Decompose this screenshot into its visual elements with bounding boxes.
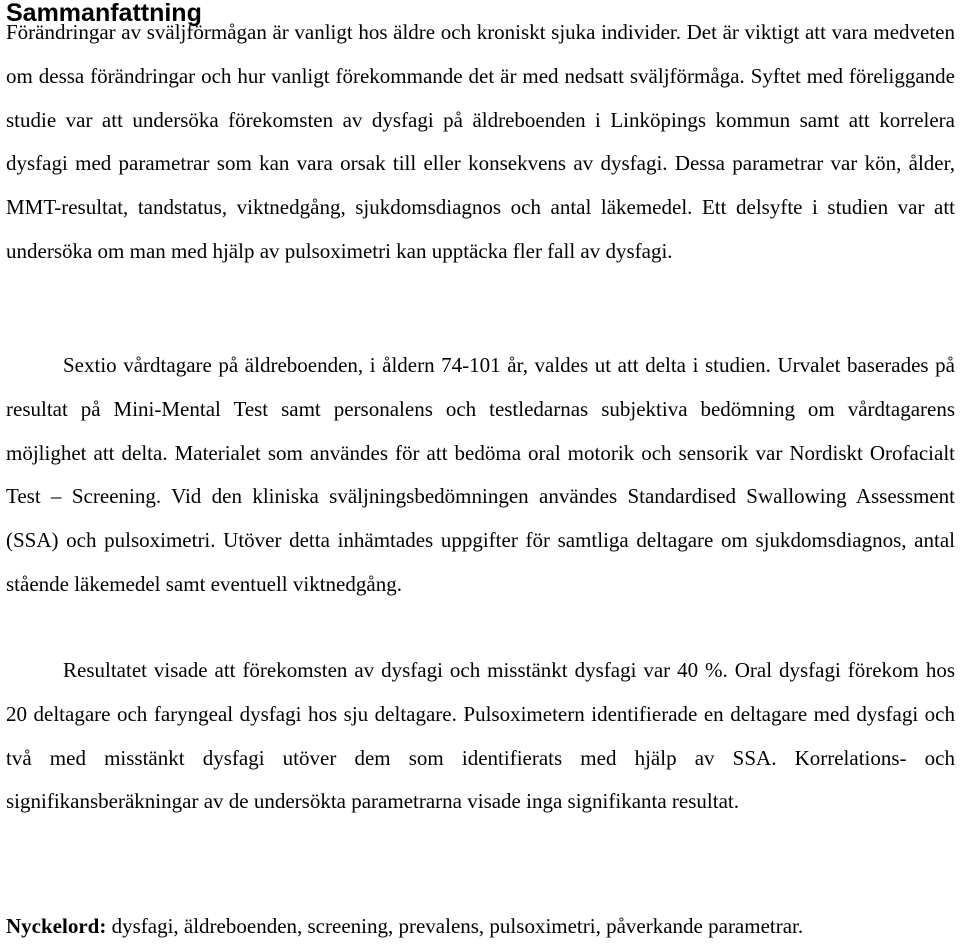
keywords-text: dysfagi, äldreboenden, screening, prevalens, pulsoximetri, påverkande parametrar. — [106, 914, 804, 938]
keywords-line — [6, 905, 803, 949]
section-heading: Sammanfattning — [6, 0, 202, 27]
keywords-label: Nyckelord: — [6, 914, 107, 938]
paragraph-aim: Förändringar av sväljförmågan är vanligt hos äldre och kroniskt sjuka individer. Det är viktigt att vara medveten om dessa förändringar och hur vanligt förekommande det är med nedsatt sväljförmåga. Syftet med föreliggande studie var att undersöka förekomsten av dysfagi på äldreboenden i Linköpings kommun samt att korrelera dysfagi med parametrar som kan vara orsak till eller konsekvens av dysfagi. Dessa parametrar var kön, ålder, MMT-resultat, tandstatus, viktnedgång, sjukdomsdiagnos och antal läkemedel. Ett delsyfte i studien var att undersöka om man med hjälp av pulsoximetri kan upptäcka fler fall av dysfagi. — [6, 20, 955, 263]
paragraph-results: Resultatet visade att förekomsten av dysfagi och misstänkt dysfagi var 40 %. Oral dysfagi förekom hos 20 deltagare och faryngeal dysfagi hos sju deltagare. Pulsoximetern identifierade en deltagare med dysfagi och två med misstänkt dysfagi utöver dem som identifierats med hjälp av SSA. Korrelations- och signifikansberäkningar av de undersökta parametrarna visade inga signifikanta resultat. — [6, 658, 955, 814]
paragraph-method: Sextio vårdtagare på äldreboenden, i åldern 74-101 år, valdes ut att delta i studien. Urvalet baserades på resultat på Mini-Mental Test samt personalens och testledarnas subjektiva bedömning om vårdtagarens möjlighet att delta. Materialet som användes för att bedöma oral motorik och sensorik var Nordiskt Orofacialt Test – Screening. Vid den kliniska sväljningsbedömningen användes Standardised Swallowing Assessment (SSA) och pulsoximetri. Utöver detta inhämtades uppgifter för samtliga deltagare om sjukdomsdiagnos, antal stående läkemedel samt eventuell viktnedgång. — [6, 353, 955, 596]
